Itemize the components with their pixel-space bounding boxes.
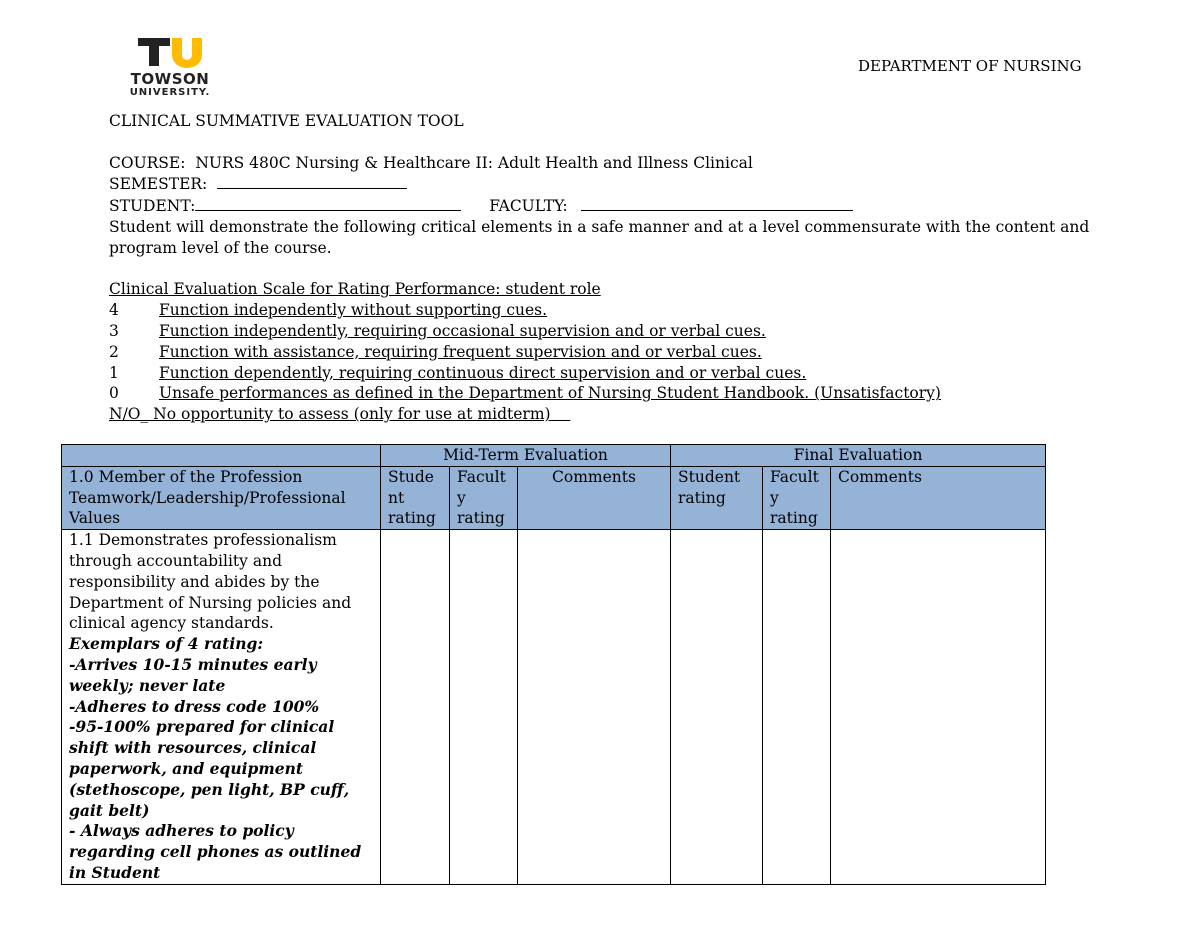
final-student-rating-cell[interactable] (671, 530, 763, 885)
section-title: 1.0 Member of the Profession Teamwork/Leadership/Professional Values (62, 466, 381, 529)
col-final-comments: Comments (831, 466, 1046, 529)
final-header: Final Evaluation (671, 445, 1046, 467)
criterion-cell (62, 530, 381, 885)
semester-field[interactable] (217, 173, 407, 189)
exemplar-item: -95-100% prepared for clinical shift with resources, clinical paperwork, and equipment (stethoscope, pen light, BP cuff, gait belt) (69, 717, 350, 820)
course-label: COURSE: (109, 153, 186, 172)
student-faculty-line (109, 195, 1099, 217)
logo-word-university: UNIVERSITY. (129, 87, 211, 98)
university-logo (128, 36, 212, 98)
scale-item-1: 1 Function dependently, requiring continuous direct supervision and or verbal cues. (109, 363, 807, 382)
col-mid-student-rating: Stude nt rating (381, 466, 450, 529)
criterion-text: 1.1 Demonstrates professionalism through accountability and responsibility and abides by the Department of Nursing policies and clinical agency standards. (69, 531, 352, 633)
final-faculty-rating-cell[interactable] (763, 530, 831, 885)
col-final-student-rating: Student rating (671, 466, 763, 529)
table-row (62, 530, 1046, 885)
final-comments-cell[interactable] (831, 530, 1046, 885)
exemplar-item: -Arrives 10-15 minutes early weekly; never late (69, 654, 317, 695)
scale-item-0: 0 Unsafe performances as defined in the Department of Nursing Student Handbook. (Unsatisfactory) (109, 384, 941, 403)
header-blank-cell (62, 445, 381, 467)
course-value: NURS 480C Nursing & Healthcare II: Adult Health and Illness Clinical (195, 153, 753, 172)
mid-faculty-rating-cell[interactable] (450, 530, 518, 885)
col-mid-comments: Comments (518, 466, 671, 529)
document-body (109, 111, 1099, 425)
instruction-text: Student will demonstrate the following critical elements in a safe manner and at a level commensurate with the content and program level of the course. (109, 217, 1090, 257)
col-final-faculty-rating: Facult y rating (763, 466, 831, 529)
tu-logo-mark (138, 36, 204, 68)
table-column-header-row (62, 466, 1046, 529)
department-name: DEPARTMENT OF NURSING (858, 57, 1082, 75)
exemplar-title: Exemplars of 4 rating: (69, 634, 264, 654)
semester-label: SEMESTER: (109, 175, 208, 194)
semester-line (109, 173, 1099, 195)
scale-title: Clinical Evaluation Scale for Rating Performance: student role (109, 280, 601, 299)
scale-item-4: 4 Function independently without supporting cues. (109, 301, 548, 320)
scale-item-na: N/O_ No opportunity to assess (only for use at midterm) (109, 405, 551, 424)
evaluation-table (61, 444, 1046, 885)
table-group-header-row (62, 445, 1046, 467)
faculty-field[interactable] (581, 195, 853, 211)
scale-item-3: 3 Function independently, requiring occasional supervision and or verbal cues. (109, 321, 766, 340)
scale-item-2: 2 Function with assistance, requiring frequent supervision and or verbal cues. (109, 342, 762, 361)
midterm-header: Mid-Term Evaluation (381, 445, 671, 467)
logo-wordmark (128, 72, 212, 98)
course-line (109, 153, 1099, 174)
mid-student-rating-cell[interactable] (381, 530, 450, 885)
exemplar-item: -Adheres to dress code 100% (69, 696, 320, 716)
mid-comments-cell[interactable] (518, 530, 671, 885)
logo-word-towson: TOWSON (130, 70, 210, 88)
document-title: CLINICAL SUMMATIVE EVALUATION TOOL (109, 112, 464, 130)
col-mid-faculty-rating: Facult y rating (450, 466, 518, 529)
faculty-label: FACULTY: (489, 197, 568, 216)
exemplar-item: - Always adheres to policy regarding cell phones as outlined in Student (69, 821, 362, 882)
student-label: STUDENT: (109, 197, 196, 216)
student-field[interactable] (195, 195, 461, 211)
